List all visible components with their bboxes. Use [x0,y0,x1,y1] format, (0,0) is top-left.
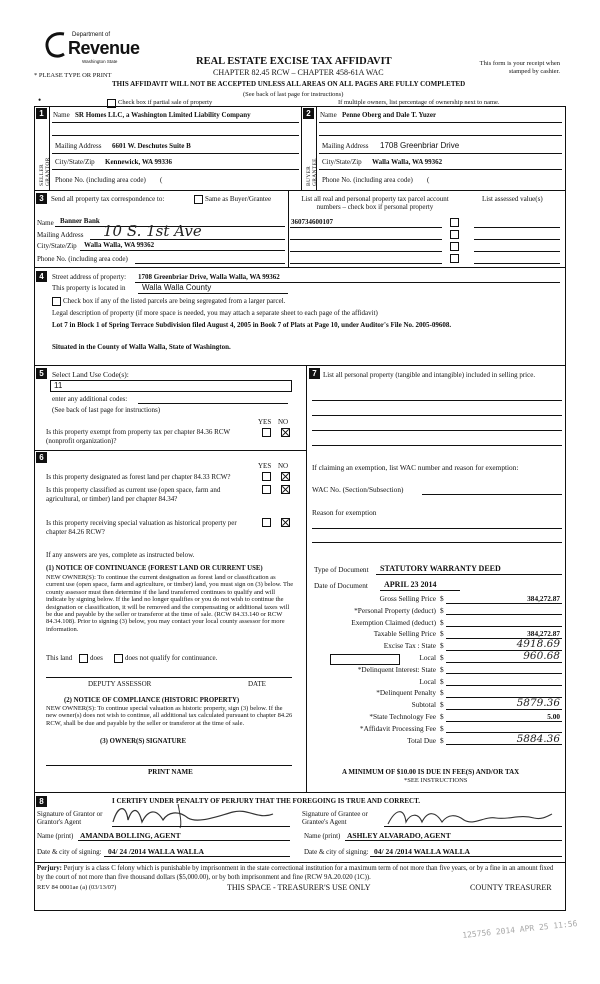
fee-row-label: Subtotal [411,700,436,710]
form-warning: THIS AFFIDAVIT WILL NOT BE ACCEPTED UNLESS ALL AREAS ON ALL PAGES ARE FULLY COMPLETED [112,80,466,88]
same-as-buyer-checkbox[interactable] [194,195,203,204]
fee-row-label: Taxable Selling Price [373,629,436,639]
section-7-number: 7 [309,368,320,379]
buyer-phone-value: ( [427,176,430,184]
seller-name-label: Name [53,111,70,119]
parcel-rule-1 [290,227,442,228]
corr-mailing-value: 10 S. 1st Ave [103,222,202,240]
reason-rule-2 [312,542,562,543]
personal-rule-3 [312,430,562,431]
grantee-date-rule [370,856,562,857]
sec3-bottom-rule [34,267,565,268]
seller-mailing-label: Mailing Address [55,142,102,150]
fee-row-label: *Affidavit Processing Fee [359,723,436,733]
deputy-assessor-label: DEPUTY ASSESSOR [88,680,152,688]
does-label: does [90,654,103,662]
historic-yes-checkbox[interactable] [262,518,271,527]
fee-row-currency: $ [440,641,444,651]
form-title: REAL ESTATE EXCISE TAX AFFIDAVIT [196,56,392,67]
notice-compliance-body: NEW OWNER(S): To continue special valuation as historic property, sign (3) below. If the new owner(s) does not wish to continue, all additional tax calculated pursuant to chapter 84.26 RCW, shall be due and payable by the seller or transferor at the time of sale. [46,705,293,727]
assessed-rule-2 [474,239,560,240]
multiple-owners-note: If multiple owners, list percentage of ownership next to name. [338,99,500,106]
sec1-2-divider [301,106,302,190]
grantor-name-value: AMANDA BOLLING, AGENT [80,831,181,840]
fee-row-currency: $ [440,617,444,627]
reason-rule-1 [312,528,562,529]
fee-row-value: 5.00 [547,712,560,721]
street-label: Street address of property: [52,273,127,281]
exempt-question: Is this property exempt from property tax per chapter 84.36 RCW (nonprofit organization)? [46,428,230,445]
exempt-yes-checkbox[interactable] [262,428,271,437]
fee-row-value: 960.68 [523,650,560,662]
perjury-notice [37,865,561,882]
this-land-label: This land [46,654,73,662]
reason-label: Reason for exemption [312,508,377,517]
current-use-yes-checkbox[interactable] [262,485,271,494]
fee-row-rule [446,626,562,627]
form-subtitle: CHAPTER 82.45 RCW – CHAPTER 458-61A WAC [213,68,384,77]
assessed-header: List assessed value(s) [482,195,543,203]
fee-row-currency: $ [440,594,444,603]
seller-phone-label: Phone No. (including area code) [55,176,146,184]
historic-no-checkbox[interactable] [281,518,290,527]
grantor-sig-rule [112,826,290,827]
section-4-number: 4 [36,271,47,282]
located-label: This property is located in [52,284,126,292]
sec5-bottom-rule [34,450,306,451]
fee-row-value: 5879.36 [516,697,560,710]
buyer-name-value: Penne Oberg and Dale T. Yuzer [342,111,437,119]
parcel-3-checkbox[interactable] [450,242,459,251]
parcel-number-value: 360734600107 [291,218,333,226]
fee-row-label: Local [419,676,436,686]
notice-continuance-title: (1) NOTICE OF CONTINUANCE (FOREST LAND OR CURRENT USE) [46,565,263,572]
logo-swoosh-icon [42,30,70,60]
corr-mailing-label: Mailing Address [37,231,84,239]
fee-row-rule [446,685,562,686]
corr-city-value: Walla Walla, WA 99362 [84,241,155,249]
receipt-note: This form is your receipt when stamped by cashier. [479,60,560,75]
forest-no-checkbox[interactable] [281,472,290,481]
grantor-sig-label: Signature of Grantor or Grantor's Agent [37,810,103,826]
local-code-box[interactable] [330,654,400,665]
forest-yes-checkbox[interactable] [262,472,271,481]
corr-city-rule [80,250,285,251]
treasurer-use-only: THIS SPACE - TREASURER'S USE ONLY [227,883,371,892]
section-5-number: 5 [36,368,47,379]
deputy-date-label: DATE [248,680,266,688]
doc-type-rule [376,574,562,575]
grantee-name-label: Name (print) [304,832,341,840]
seller-city-label: City/State/Zip [55,158,95,166]
county-treasurer: COUNTY TREASURER [470,883,552,892]
additional-codes-label: enter any additional codes: [52,395,128,403]
located-value: Walla Walla County [142,283,212,292]
fee-row-label: Gross Selling Price [379,594,436,603]
fee-row-rule [446,614,562,615]
section-3-number: 3 [36,193,47,204]
buyer-side-label: BUYER GRANTEE [306,158,318,186]
sec6-yes-header: YES [258,462,272,470]
buyer-city-label: City/State/Zip [322,158,362,166]
notice-continuance-body: NEW OWNER(S): To continue the current designation as forest land or classification as current use (open space, farm and agriculture, or timber) land, you must sign on (3) below. The county assessor must then determine if the land transferred continues to qualify and will indicate by signing below. If the land no longer qualifies or you do not wish to continue the designation or classification, it will be removed and the compensating or additional taxes will be due and payable by the seller or transferor at the time of sale. (RCW 84.33.140 or RCW 84.34.108). Prior to signing (3) below, you may contact your local county assessor for more information. [46,574,294,633]
exemption-label: If claiming an exemption, list WAC number and reason for exemption: [312,463,519,472]
fee-row-currency: $ [440,629,444,639]
buyer-blank-rule [319,135,562,136]
parcel-rule-3 [290,251,442,252]
exempt-no-checkbox[interactable] [281,428,290,437]
fee-row-currency: $ [440,700,444,710]
minimum-fee-note: A MINIMUM OF $10.00 IS DUE IN FEE(S) AND/OR TAX [342,768,520,776]
grantor-date-value: 04/ 24 /2014 WALLA WALLA [108,847,204,856]
seller-mailing-rule [52,153,299,154]
doc-type-value: STATUTORY WARRANTY DEED [380,564,501,573]
grantor-name-label: Name (print) [37,832,74,840]
located-rule [138,293,288,294]
doc-date-rule [380,590,460,591]
fee-row-value: 4918.69 [516,638,560,651]
owners-signature-title: (3) OWNER(S) SIGNATURE [100,738,186,745]
fee-row-label: *Personal Property (deduct) [354,605,436,615]
fee-row-currency: $ [440,664,444,674]
form-number: REV 84 0001ae (a) (03/13/07) [37,884,117,891]
does-not-checkbox[interactable] [114,654,123,663]
parcel-rule-2 [290,239,442,240]
fee-row-currency: $ [440,688,444,698]
corr-mailing-rule [90,239,285,240]
fee-row-label: Excise Tax : State [383,641,436,651]
deputy-rule [46,677,292,678]
fee-row-value: 384,272.87 [527,594,560,603]
corr-city-label: City/State/Zip [37,242,77,250]
perjury-label: Perjury: [37,865,62,872]
wac-rule [422,494,562,495]
segregated-checkbox[interactable] [52,297,61,306]
does-checkbox[interactable] [79,654,88,663]
does-not-label: does not qualify for continuance. [125,654,218,662]
seller-city-rule [52,169,299,170]
parcel-1-checkbox[interactable] [450,218,459,227]
doc-type-label: Type of Document [314,565,369,574]
notice-compliance-title: (2) NOTICE OF COMPLIANCE (HISTORIC PROPERTY) [64,697,240,704]
fee-row-currency: $ [440,723,444,733]
buyer-name-label: Name [320,111,337,119]
fee-row-label: *Delinquent Interest: State [357,664,436,674]
personal-rule-2 [312,415,562,416]
fee-row-label: Total Due [407,735,436,745]
assessed-rule-4 [474,263,560,264]
wac-label: WAC No. (Section/Subsection) [312,485,404,494]
fee-row-label: Local [419,653,436,662]
current-use-question: Is this property classified as current use (open space, farm and agricultural, or timber) land per chapter 84.34? [46,486,221,503]
dor-logo [42,30,140,70]
land-use-label: Select Land Use Code(s): [52,370,129,379]
parcel-2-checkbox[interactable] [450,230,459,239]
sec4-bottom-rule [34,365,565,366]
grantor-date-label: Date & city of signing: [37,848,102,856]
additional-codes-rule [138,403,288,404]
legal-value: Lot 7 in Block 1 of Spring Terrace Subdivision filed August 4, 2005 in Book 7 of Plats at Page 10, under Auditor's File No. 2005-09608. [52,321,452,329]
grantee-date-value: 04/ 24 /2014 WALLA WALLA [374,847,470,856]
sec5-yes-header: YES [258,418,272,426]
grantee-sig-label: Signature of Grantee or Grantee's Agent [302,810,368,826]
sec6-no-header: NO [278,462,289,470]
seller-mailing-value: 6601 W. Deschutes Suite B [112,142,191,150]
dept-line1: Department of [72,32,111,38]
grantor-name-rule [78,840,290,841]
grantee-name-rule [345,840,562,841]
send-correspondence-label: Send all property tax correspondence to: [51,195,165,203]
section-1-number: 1 [36,108,47,119]
buyer-phone-label: Phone No. (including area code) [322,176,413,184]
buyer-mailing-label: Mailing Address [322,142,369,150]
seller-phone-value: ( [160,176,163,184]
seller-side-label: SELLER GRANTOR [39,157,51,186]
personal-rule-1 [312,400,562,401]
fee-row-label: *State Technology Fee [369,712,436,721]
doc-date-label: Date of Document [314,581,368,590]
if-yes-note: If any answers are yes, complete as instructed below. [46,551,195,559]
fee-row-label: *Delinquent Penalty [376,688,436,698]
forest-question: Is this property designated as forest land per chapter 84.33 RCW? [46,473,231,481]
fee-row-currency: $ [440,735,444,745]
section-8-number: 8 [36,796,47,807]
segregated-label: Check box if any of the listed parcels are being segregated from a larger parcel. [63,297,286,305]
street-value: 1708 Greenbriar Drive, Walla Walla, WA 99362 [138,273,280,281]
grantor-date-rule [104,856,290,857]
legal-label: Legal description of property (if more space is needed, you may attach a separate sheet to each page of the affidavit) [52,309,378,317]
land-use-box[interactable] [50,380,292,392]
sec5-7-divider [306,365,307,792]
see-back: (See back of last page for instructions) [243,91,344,98]
grantee-date-label: Date & city of signing: [304,848,369,856]
assessed-rule-3 [474,251,560,252]
corr-phone-label: Phone No. (including area code) [37,255,128,263]
land-use-see-back: (See back of last page for instructions) [52,406,161,414]
dept-state: Washington State [82,59,118,64]
parcel-rule-4 [290,263,442,264]
corr-name-label: Name [37,219,54,227]
bullet-mark: • [38,95,42,105]
seller-name-rule [52,122,299,123]
fee-row-currency: $ [440,712,444,721]
grantee-sig-rule [384,826,562,827]
certify-statement: I CERTIFY UNDER PENALTY OF PERJURY THAT THE FOREGOING IS TRUE AND CORRECT. [112,797,421,805]
doc-date-value: APRIL 23 2014 [384,580,437,589]
buyer-mailing-value: 1708 Greenbriar Drive [380,141,460,150]
fee-row-currency: $ [440,653,444,662]
seller-city-value: Kennewick, WA 99336 [105,158,172,166]
sec7-bottom-rule [34,792,565,793]
fee-row-currency: $ [440,605,444,615]
corr-phone-rule [135,263,285,264]
assessed-rule-1 [474,227,560,228]
sec2-bottom-rule [34,190,565,191]
fee-row-value: 5884.36 [516,732,560,745]
partial-sale-label: Check box if partial sale of property [118,99,213,106]
parcel-4-checkbox[interactable] [450,254,459,263]
same-as-buyer-label: Same as Buyer/Grantee [205,195,272,203]
section-6-number: 6 [36,452,47,463]
perjury-text: Perjury is a class C felony which is punishable by imprisonment in the state correctional institution for a maximum term of not more than five years, or by a fine in an amount fixed by the court of not more than five thousand dollars ($5,000.00), or by both imprisonment and fine (RCW 9A.20.020 (1C)). [37,865,554,881]
personal-rule-4 [312,445,562,446]
historic-question: Is this property receiving special valuation as historical property per chapter 84.26 RCW? [46,519,237,536]
parcel-header: List all real and personal property tax parcel account numbers – check box if personal property [301,195,449,211]
sec3-divider [288,190,289,267]
owners-signature-rule [46,765,292,766]
corr-name-value: Banner Bank [60,217,100,225]
see-instructions-note: *SEE INSTRUCTIONS [404,777,468,784]
fee-row-rule [446,673,562,674]
personal-property-label: List all personal property (tangible and intangible) included in selling price. [323,371,536,379]
situated-value: Situated in the County of Walla Walla, State of Washington. [52,343,231,351]
buyer-mailing-rule [319,153,562,154]
logo-text: Revenue [68,38,140,58]
buyer-city-value: Walla Walla, WA 99362 [372,158,443,166]
buyer-city-rule [319,169,562,170]
seller-name-value: SR Homes LLC, a Washington Limited Liability Company [75,111,251,119]
receipt-stamp: 125756 2014 APR 25 11:56 [461,918,578,941]
sec5-no-header: NO [278,418,289,426]
print-note: * PLEASE TYPE OR PRINT [34,72,112,79]
section-2-number: 2 [303,108,314,119]
sec8-bottom-rule [34,862,565,863]
buyer-name-rule [319,122,562,123]
land-use-value: 11 [54,381,63,390]
fee-row-label: Exemption Claimed (deduct) [351,617,436,627]
current-use-no-checkbox[interactable] [281,485,290,494]
seller-blank-rule [52,135,299,136]
print-name-label: PRINT NAME [148,768,193,776]
fee-row-value: 384,272.87 [527,629,560,639]
grantee-name-value: ASHLEY ALVARADO, AGENT [347,831,451,840]
fee-row-currency: $ [440,676,444,686]
